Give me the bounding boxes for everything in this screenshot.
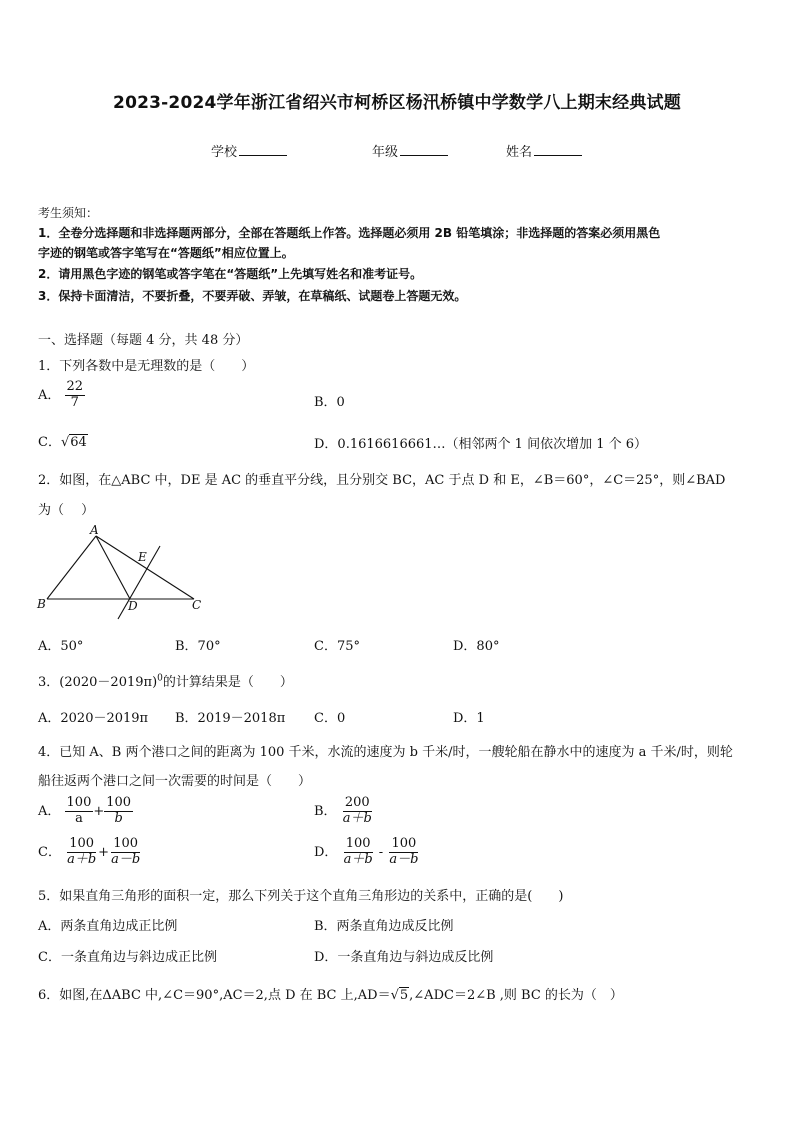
q4-option-a: A． $\frac{100}{a}$ + $\frac{100}{b}$ xyxy=(38,795,132,826)
q1-option-b: B．0 xyxy=(314,395,345,410)
page-title: 2023-2024学年浙江省绍兴市柯桥区杨汛桥镇中学数学八上期末经典试题 xyxy=(113,93,681,113)
q3-option-c: C．0 xyxy=(314,711,346,726)
section-heading: 一、选择题（每题 4 分，共 48 分） xyxy=(38,333,249,348)
q2-option-a: A．50° xyxy=(38,639,84,654)
q5-option-d: D．一条直角边与斜边成反比例 xyxy=(314,950,494,965)
label-b: B xyxy=(37,597,46,611)
q1-option-d: D．0.1616616661…（相邻两个 1 间依次增加 1 个 6） xyxy=(314,437,648,452)
sqrt-icon: √ xyxy=(390,988,399,1003)
school-label: 学校 xyxy=(211,145,238,160)
triangle-figure xyxy=(34,524,214,624)
name-label: 姓名 xyxy=(506,145,533,160)
q4-stem: 4．已知 A、B 两个港口之间的距离为 100 千米，水流的速度为 b 千米/时，一艘轮船在静水中的速度为 a 千米/时，则轮 xyxy=(38,745,733,760)
q5-option-b: B．两条直角边成反比例 xyxy=(314,919,454,934)
q3-stem: 3．$(2020-2019\pi)^0$的计算结果是（ ） xyxy=(38,673,293,690)
notice-item-2: 2．请用黑色字迹的钢笔或答字笔在“答题纸”上先填写姓名和准考证号。 xyxy=(38,267,423,281)
q4-option-c: C． $\frac{100}{a+b}$ + $\frac{100}{a-b}$ xyxy=(38,836,141,867)
q3-expression: (2020－2019π) xyxy=(59,675,158,690)
q3-option-a: A．2020－2019π xyxy=(38,711,149,726)
name-field xyxy=(506,141,582,160)
q4-option-d: D． $\frac{100}{a+b}$ - $\frac{100}{a-b}$ xyxy=(314,836,419,867)
label-c: C xyxy=(192,598,202,612)
notice-item-3: 3．保持卡面清洁，不要折叠，不要弄破、弄皱，在草稿纸、试题卷上答题无效。 xyxy=(38,289,467,303)
q1-stem: 1．下列各数中是无理数的是（ ） xyxy=(38,359,255,374)
q2-stem: 2．如图，在△ABC 中，DE 是 AC 的垂直平分线，且分别交 BC，AC 于点 D 和 E，∠B＝60°，∠C＝25°，则∠BAD xyxy=(38,473,726,488)
q3-option-d: D．1 xyxy=(453,711,485,726)
q6-stem: 6．如图,在ΔABC 中,∠C＝90°,AC＝2,点 D 在 BC 上,AD＝√5,∠ADC＝2∠B ,则 BC 的长为（ ） xyxy=(38,988,623,1003)
q4-stem-cont: 船往返两个港口之间一次需要的时间是（ ） xyxy=(38,774,312,789)
q2-option-b: B．70° xyxy=(175,639,221,654)
q4-option-b: B． $\frac{200}{a+b}$ xyxy=(314,795,372,826)
grade-label: 年级 xyxy=(372,145,399,160)
q5-stem: 5．如果直角三角形的面积一定，那么下列关于这个直角三角形边的关系中，正确的是( ) xyxy=(38,889,564,904)
q2-option-d: D．80° xyxy=(453,639,500,654)
school-field xyxy=(211,141,287,160)
q5-option-c: C．一条直角边与斜边成正比例 xyxy=(38,950,217,965)
q3-exponent: 0 xyxy=(157,673,163,684)
q5-option-a: A．两条直角边成正比例 xyxy=(38,919,178,934)
q2-option-c: C．75° xyxy=(314,639,360,654)
grade-blank xyxy=(400,143,448,156)
q1-option-a: A． $\frac{22}{7}$ xyxy=(38,379,84,410)
notice-heading: 考生须知： xyxy=(38,206,99,220)
label-d: D xyxy=(128,599,138,613)
label-e: E xyxy=(138,550,147,564)
q1-a-fraction: $\frac{22}{7}$ xyxy=(66,379,84,410)
label-a: A xyxy=(90,524,99,537)
sqrt-icon: √ xyxy=(60,435,70,450)
school-blank xyxy=(239,143,287,156)
notice-item-1-cont: 字迹的钢笔或答字笔写在“答题纸”相应位置上。 xyxy=(38,246,294,260)
q2-stem-cont: 为（ ） xyxy=(38,503,95,518)
name-blank xyxy=(534,143,582,156)
grade-field xyxy=(372,141,448,160)
q3-option-b: B．2019－2018π xyxy=(175,711,286,726)
q1-option-c: C．√64 xyxy=(38,435,87,450)
notice-item-1: 1．全卷分选择题和非选择题两部分，全部在答题纸上作答。选择题必须用 2B 铅笔填涂；非选择题的答案必须用黑色 xyxy=(38,226,661,240)
